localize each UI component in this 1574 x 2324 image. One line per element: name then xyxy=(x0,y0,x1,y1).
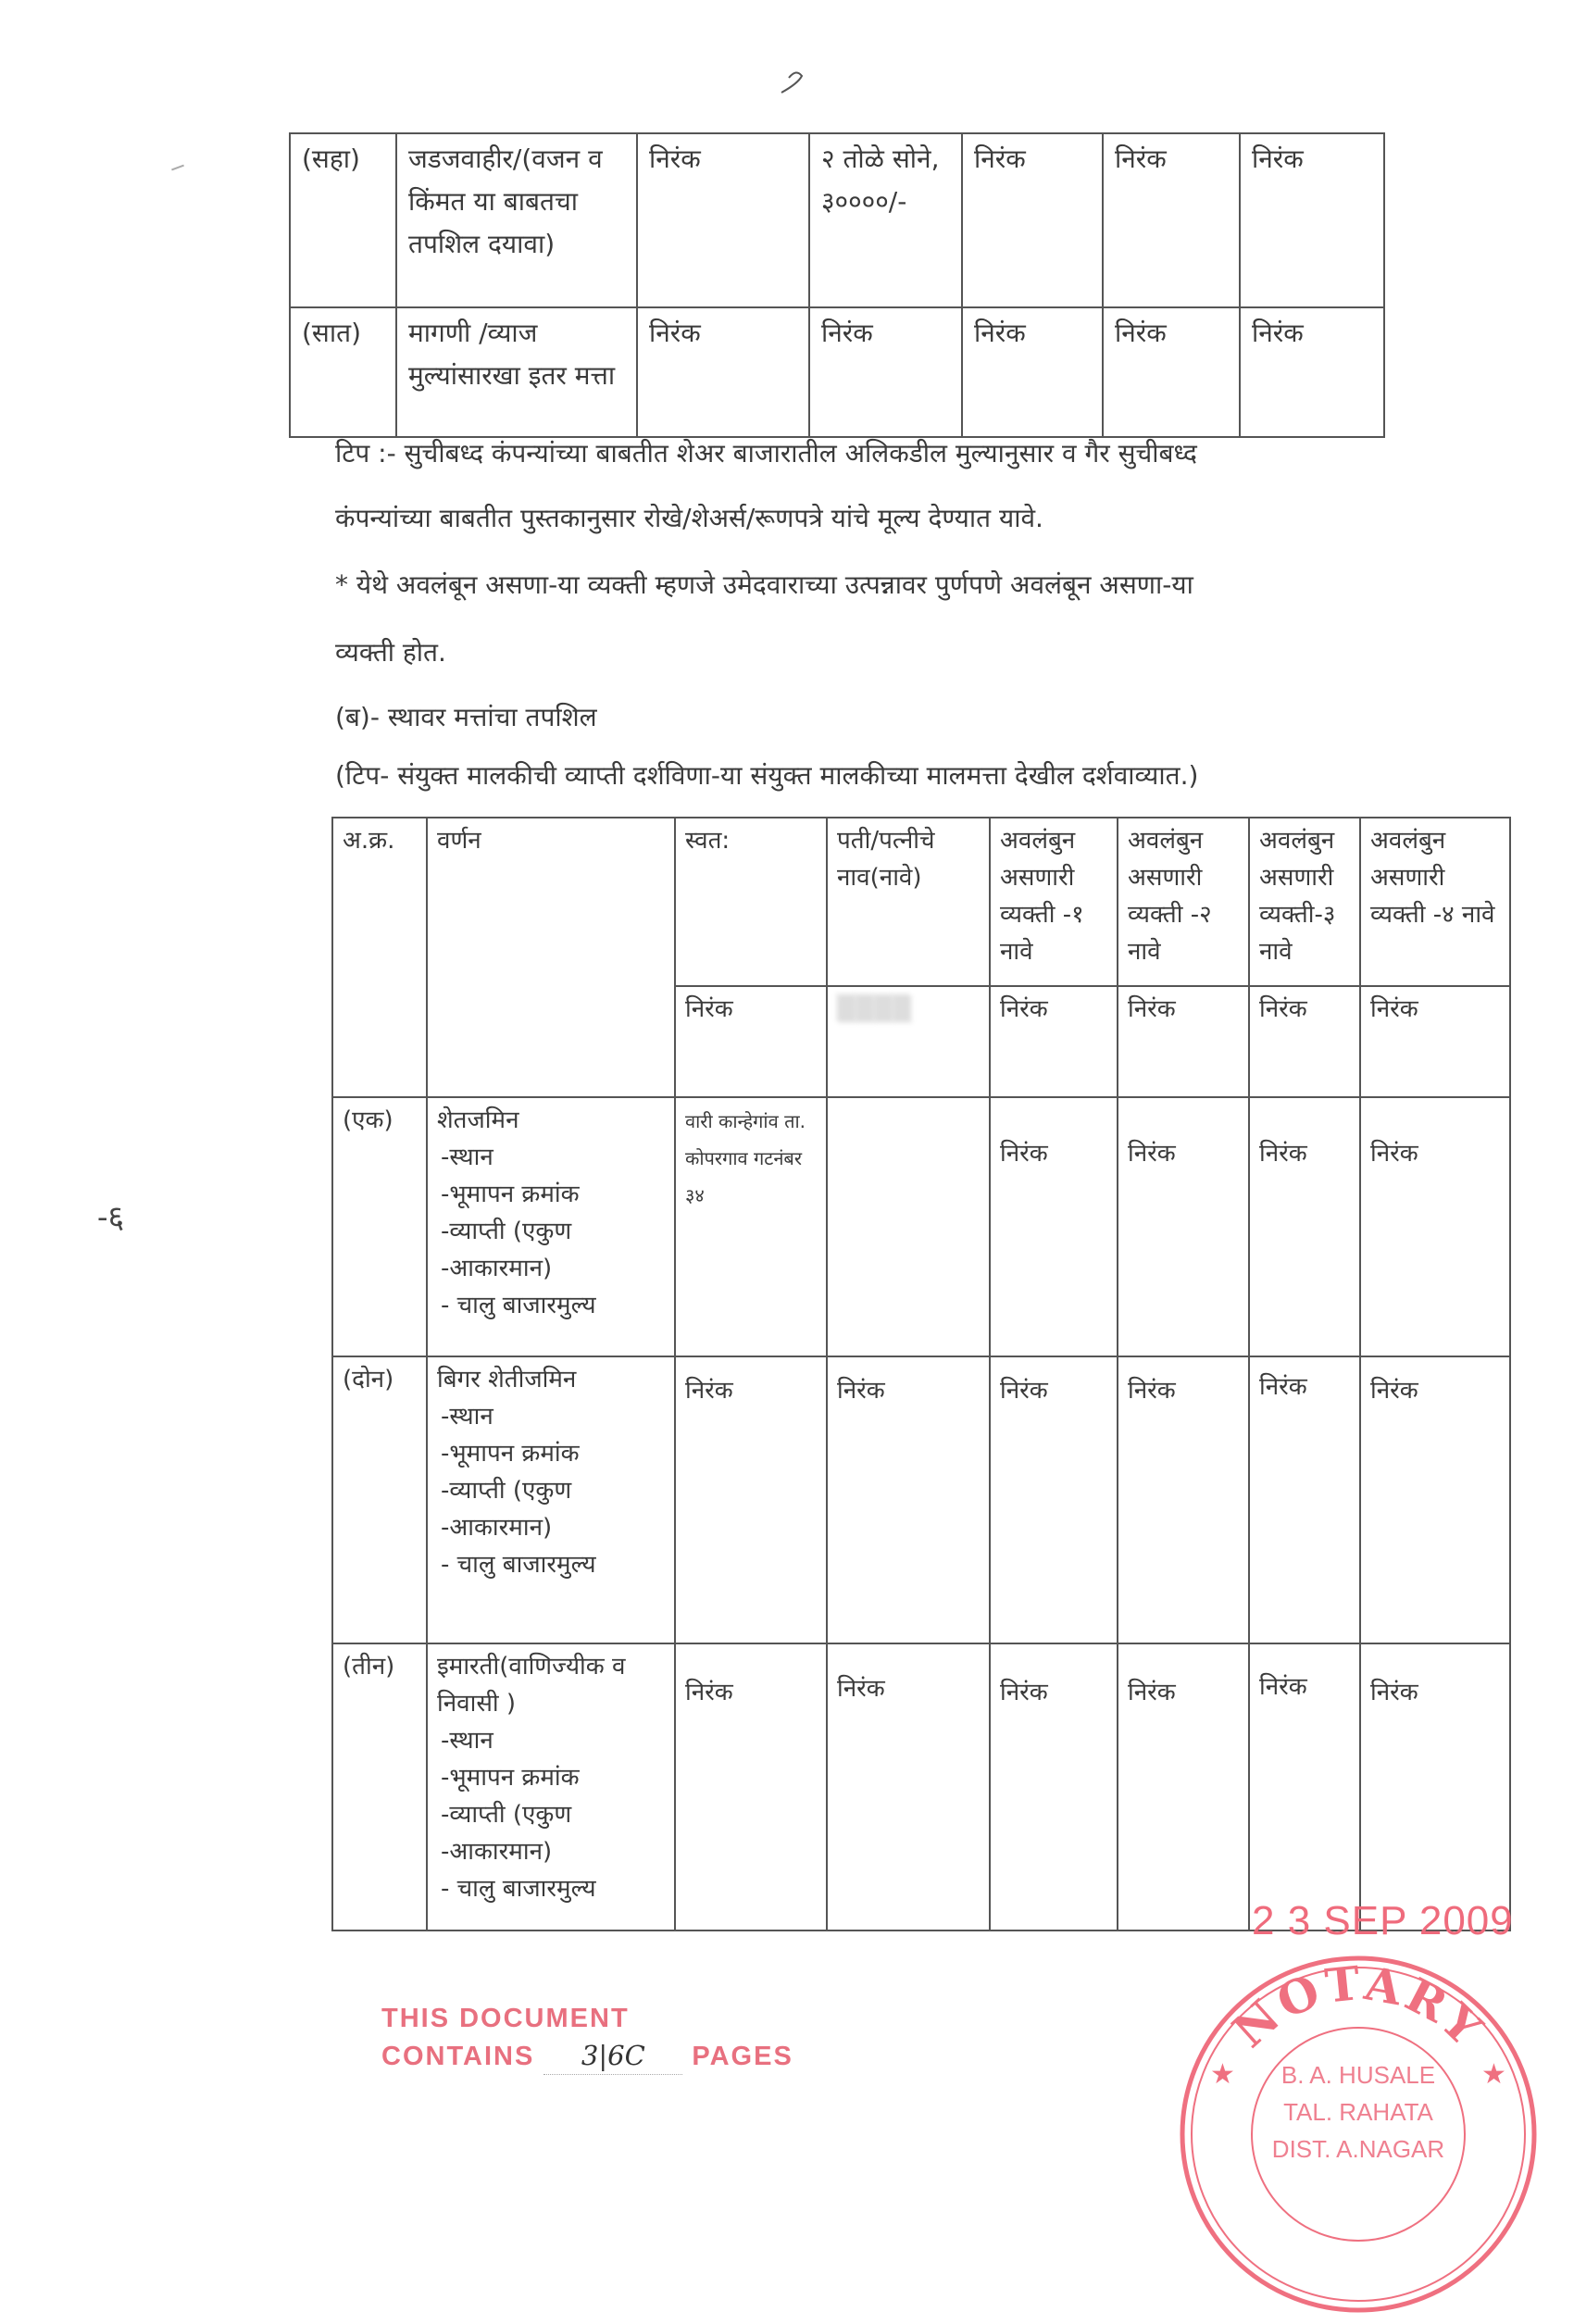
sub-field: - चालु बाजारमुल्य xyxy=(441,1551,596,1579)
table-row xyxy=(332,1097,1510,1356)
name-cell: निरंक xyxy=(990,986,1118,1097)
scan-mark xyxy=(171,165,184,171)
dep-cell xyxy=(990,1356,1118,1643)
dep-value: निरंक xyxy=(1370,1679,1418,1706)
stamp-line-1: THIS DOCUMENT xyxy=(381,2004,630,2033)
seal-inner-ring xyxy=(1252,2028,1465,2241)
dep-value: निरंक xyxy=(1370,1140,1418,1168)
sub-field: -भूमापन क्रमांक xyxy=(441,1764,580,1792)
description-cell xyxy=(427,1356,675,1643)
dep-cell xyxy=(1118,1643,1249,1930)
description-cell xyxy=(427,1643,675,1930)
header-dependent-3: अवलंबुन असणारी व्यक्ती-३ नावे xyxy=(1249,818,1360,986)
joint-ownership-note: (टिप- संयुक्त मालकीची व्याप्ती दर्शविणा-या संयुक्त मालकीच्या मालमत्ता देखील दर्शवाव्यात.) xyxy=(335,760,1199,791)
sub-field: -व्याप्ती (एकुण xyxy=(441,1477,572,1505)
header-dependent-2: अवलंबुन असणारी व्यक्ती -२ नावे xyxy=(1118,818,1249,986)
value-cell: निरंक xyxy=(637,133,809,307)
self-value: निरंक xyxy=(685,1679,733,1706)
value-cell: निरंक xyxy=(1103,307,1240,437)
header-spouse: पती/पत्नीचे नाव(नावे) xyxy=(827,818,990,986)
name-cell-redacted xyxy=(827,986,990,1097)
dependents-note-line-2: व्यक्ती होत. xyxy=(335,637,446,668)
dep-value: निरंक xyxy=(1000,1679,1048,1706)
self-value: निरंक xyxy=(685,1377,733,1405)
name-cell: निरंक xyxy=(675,986,827,1097)
sub-field: -भूमापन क्रमांक xyxy=(441,1440,580,1468)
dep-value: निरंक xyxy=(1128,1377,1176,1405)
sub-field: - चालु बाजारमुल्य xyxy=(441,1875,596,1903)
dep-value: निरंक xyxy=(1259,1140,1307,1168)
table-row xyxy=(332,1643,1510,1930)
table-row xyxy=(290,307,1384,437)
dep-value: निरंक xyxy=(1000,1377,1048,1405)
dep-cell xyxy=(990,1643,1118,1930)
sub-field: -आकारमान) xyxy=(441,1514,553,1542)
value-cell: निरंक xyxy=(809,307,962,437)
land-location: वारी कान्हेगांव ता. कोपरगाव गटनंबर ३४ xyxy=(685,1110,806,1206)
asset-type: बिगर शेतीजमिन xyxy=(437,1366,577,1393)
immovable-assets-table xyxy=(331,817,1511,1931)
serial-cell: (दोन) xyxy=(332,1356,427,1643)
redacted-text: ▒▒▒▒ xyxy=(837,995,911,1023)
dep-value: निरंक xyxy=(1000,1140,1048,1168)
name-cell: निरंक xyxy=(1360,986,1510,1097)
dep-value: निरंक xyxy=(1259,1373,1307,1401)
header-dependent-1: अवलंबुन असणारी व्यक्ती -१ नावे xyxy=(990,818,1118,986)
notary-seal xyxy=(1168,1944,1548,2324)
sub-field: -स्थान xyxy=(441,1727,493,1755)
serial-cell: (एक) xyxy=(332,1097,427,1356)
handwritten-page-number xyxy=(776,65,813,102)
page-count-stamp xyxy=(381,2000,793,2075)
dep-cell xyxy=(1249,1097,1360,1356)
self-cell xyxy=(675,1097,827,1356)
asset-type: इमारती(वाणिज्यीक व निवासी ) xyxy=(437,1653,626,1718)
seal-title: NOTARY xyxy=(1222,1955,1495,2059)
dependents-note-line-1: * येथे अवलंबून असणा-या व्यक्ती म्हणजे उमेदवाराच्या उत्पन्नावर पुर्णपणे अवलंबून असणा-या xyxy=(335,569,1193,600)
dep-cell xyxy=(1360,1356,1510,1643)
dep-cell xyxy=(1249,1643,1360,1930)
serial-cell: (तीन) xyxy=(332,1643,427,1930)
value-cell: निरंक xyxy=(962,307,1103,437)
handwritten-page-count: 3|6C xyxy=(543,2037,682,2075)
dep-cell xyxy=(990,1097,1118,1356)
table-row xyxy=(332,1356,1510,1643)
header-serial: अ.क्र. xyxy=(332,818,427,1097)
tip-note-line-1: टिप :- सुचीबध्द कंपन्यांच्या बाबतीत शेअर बाजारातील अलिकडील मुल्यानुसार व गैर सुचीबध्द xyxy=(335,438,1197,469)
header-self: स्वत: xyxy=(675,818,827,986)
value-cell: २ तोळे सोने, ३००००/- xyxy=(809,133,962,307)
sub-field: -आकारमान) xyxy=(441,1255,553,1282)
stamp-contains-label: CONTAINS xyxy=(381,2042,535,2071)
dep-cell xyxy=(1249,1356,1360,1643)
star-icon: ★ xyxy=(1210,2058,1235,2091)
table-row xyxy=(290,133,1384,307)
sub-field: -स्थान xyxy=(441,1143,493,1171)
value-cell: निरंक xyxy=(1103,133,1240,307)
dep-cell xyxy=(1118,1097,1249,1356)
margin-handwritten-note: -६ xyxy=(97,1199,125,1236)
tip-note-line-2: कंपन्यांच्या बाबतीत पुस्तकानुसार रोखे/शेअर्स/रूणपत्रे यांचे मूल्य देण्यात यावे. xyxy=(335,503,1043,533)
spouse-cell xyxy=(827,1643,990,1930)
header-dependent-4: अवलंबुन असणारी व्यक्ती -४ नावे xyxy=(1360,818,1510,986)
value-cell: निरंक xyxy=(1240,133,1384,307)
serial-cell: (सात) xyxy=(290,307,396,437)
description-cell: जडजवाहीर/(वजन व किंमत या बाबतचा तपशिल दयावा) xyxy=(396,133,637,307)
spouse-value: निरंक xyxy=(837,1377,885,1405)
value-cell: निरंक xyxy=(637,307,809,437)
section-heading-immovable: (ब)- स्थावर मत्तांचा तपशिल xyxy=(335,702,597,732)
asset-type: शेतजमिन xyxy=(437,1106,519,1134)
dep-value: निरंक xyxy=(1259,1673,1307,1701)
sub-field: -व्याप्ती (एकुण xyxy=(441,1218,572,1245)
star-icon: ★ xyxy=(1481,2058,1506,2091)
self-cell xyxy=(675,1643,827,1930)
spouse-value: निरंक xyxy=(837,1675,885,1703)
serial-cell: (सहा) xyxy=(290,133,396,307)
movable-assets-table xyxy=(289,132,1385,438)
sub-field: - चालु बाजारमुल्य xyxy=(441,1292,596,1319)
stamp-line-2 xyxy=(381,2037,793,2075)
name-cell: निरंक xyxy=(1118,986,1249,1097)
table-header-row xyxy=(332,818,1510,986)
sub-field: -आकारमान) xyxy=(441,1838,553,1866)
date-stamp: 2 3 SEP 2009 xyxy=(1252,1898,1514,1943)
spouse-cell xyxy=(827,1097,990,1356)
dep-cell xyxy=(1118,1356,1249,1643)
sub-field: -भूमापन क्रमांक xyxy=(441,1181,580,1208)
seal-notary-name: B. A. HUSALE xyxy=(1280,2061,1436,2089)
dep-value: निरंक xyxy=(1128,1679,1176,1706)
value-cell: निरंक xyxy=(962,133,1103,307)
name-cell: निरंक xyxy=(1249,986,1360,1097)
seal-district: DIST. A.NAGAR xyxy=(1271,2135,1445,2163)
dep-cell xyxy=(1360,1097,1510,1356)
header-description: वर्णन xyxy=(427,818,675,1097)
dep-value: निरंक xyxy=(1370,1377,1418,1405)
description-cell: मागणी /व्याज मुल्यांसारखा इतर मत्ता xyxy=(396,307,637,437)
value-cell: निरंक xyxy=(1240,307,1384,437)
seal-taluka: TAL. RAHATA xyxy=(1283,2098,1433,2126)
spouse-cell xyxy=(827,1356,990,1643)
sub-field: -स्थान xyxy=(441,1403,493,1431)
description-cell xyxy=(427,1097,675,1356)
sub-field: -व्याप्ती (एकुण xyxy=(441,1801,572,1829)
dep-value: निरंक xyxy=(1128,1140,1176,1168)
stamp-pages-label: PAGES xyxy=(692,2042,793,2071)
self-cell xyxy=(675,1356,827,1643)
dep-cell xyxy=(1360,1643,1510,1930)
